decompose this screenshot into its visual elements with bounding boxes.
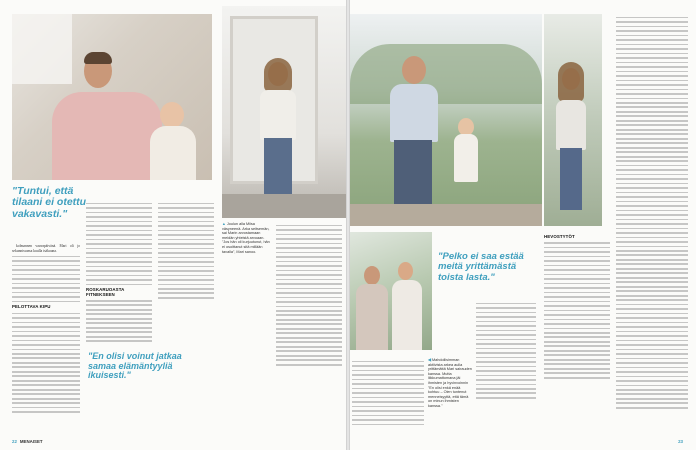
body-column-6 — [476, 300, 536, 401]
subhead-roskaruoasta-fitnekseen: ROSKARUOASTA FITNEKSEEN — [86, 287, 125, 297]
subhead-hevostytot: HEVOSTYTÖT — [544, 234, 575, 239]
body-column-7 — [544, 232, 610, 381]
magazine-name: MENAISET — [19, 439, 43, 444]
kitchen-window-shape — [12, 14, 72, 84]
body-column-3 — [158, 200, 214, 301]
footer-right — [678, 439, 686, 444]
woman-hair-right-shape — [558, 62, 584, 102]
pull-quote-en-olisi: "En olisi voinut jatkaa samaa elämäntyyliä ikuisesti." — [88, 351, 182, 381]
man-shirt-shape — [52, 92, 162, 180]
caption-arrow-left-icon: ◀ — [428, 358, 432, 362]
body-column-4 — [276, 222, 342, 368]
baby-body-shape — [150, 126, 196, 180]
page-gutter — [346, 0, 350, 450]
pull-quote-tuntui: "Tuntui, että tilaani ei otettu vakavasti." — [12, 185, 87, 220]
woman-jeans-right-shape — [560, 148, 582, 210]
child-body-shape — [454, 134, 478, 182]
photo-caption-left — [222, 222, 272, 254]
body-column-2 — [86, 200, 152, 345]
page-number-right: 23 — [678, 439, 683, 444]
caption-text-left: Joulun alla Miisa väsyneenä. Arka seitsemän, sai Marin arvostamaan meidän yhteistä arvoaan. "Jos hän oli kurjuutunut, hän ei osoittanut sitä millään tavalla", Mari sanoo. — [222, 222, 270, 254]
small-photo-head-2 — [398, 262, 413, 280]
caption-text-right: Mahdollisimman aktiivista arkea aulla yrittämättä Mari sairauden kanssa. Mutta liikkumattomana jäi ihmisten ja hyvinvoinnin "En olisi enkä enää kohtuu – Olen tuntenut menneisyyttä, että tämä on minun ihmisten kanssa." — [428, 358, 472, 408]
subhead-pelottava-kipu: PELOTTAVA KIPU — [12, 304, 51, 310]
photo-father-with-baby — [12, 14, 212, 180]
photo-woman-portrait — [544, 14, 602, 226]
door-steps-shape — [222, 194, 346, 218]
ground-shape — [350, 204, 542, 226]
man-shirt-right-shape — [390, 84, 438, 142]
body-column-8 — [616, 14, 688, 411]
photo-caption-right — [428, 358, 472, 409]
man-hair-shape — [84, 52, 112, 64]
footer-left — [12, 439, 43, 444]
pull-quote-pelko: "Pelko ei saa estää meitä yrittämästä toista lasta." — [438, 251, 524, 283]
photo-woman-in-doorway — [222, 6, 346, 218]
woman-top-shape — [260, 90, 296, 140]
small-photo-head-1 — [364, 266, 380, 285]
man-jeans-right-shape — [394, 140, 432, 210]
small-photo-body-1 — [356, 284, 388, 350]
baby-head-shape — [160, 102, 184, 128]
caption-arrow-icon: ▲ — [222, 222, 227, 226]
photo-family-in-garden — [350, 14, 542, 226]
woman-hair-shape — [264, 58, 292, 92]
body-intro: kolmannen vauvapäivänä. Mari oli jo sekunnissansa kuulla isäkuuna. — [12, 244, 80, 253]
woman-top-right-shape — [556, 100, 586, 150]
body-column-5 — [352, 358, 424, 428]
woman-jeans-shape — [264, 138, 292, 200]
body-column-1 — [12, 244, 80, 416]
trees-shape — [350, 44, 542, 104]
small-photo-body-2 — [392, 280, 422, 350]
page-number-left: 22 — [12, 439, 17, 444]
photo-parents-with-child — [350, 232, 432, 350]
right-page — [348, 0, 696, 450]
man-head-right-shape — [402, 56, 426, 84]
